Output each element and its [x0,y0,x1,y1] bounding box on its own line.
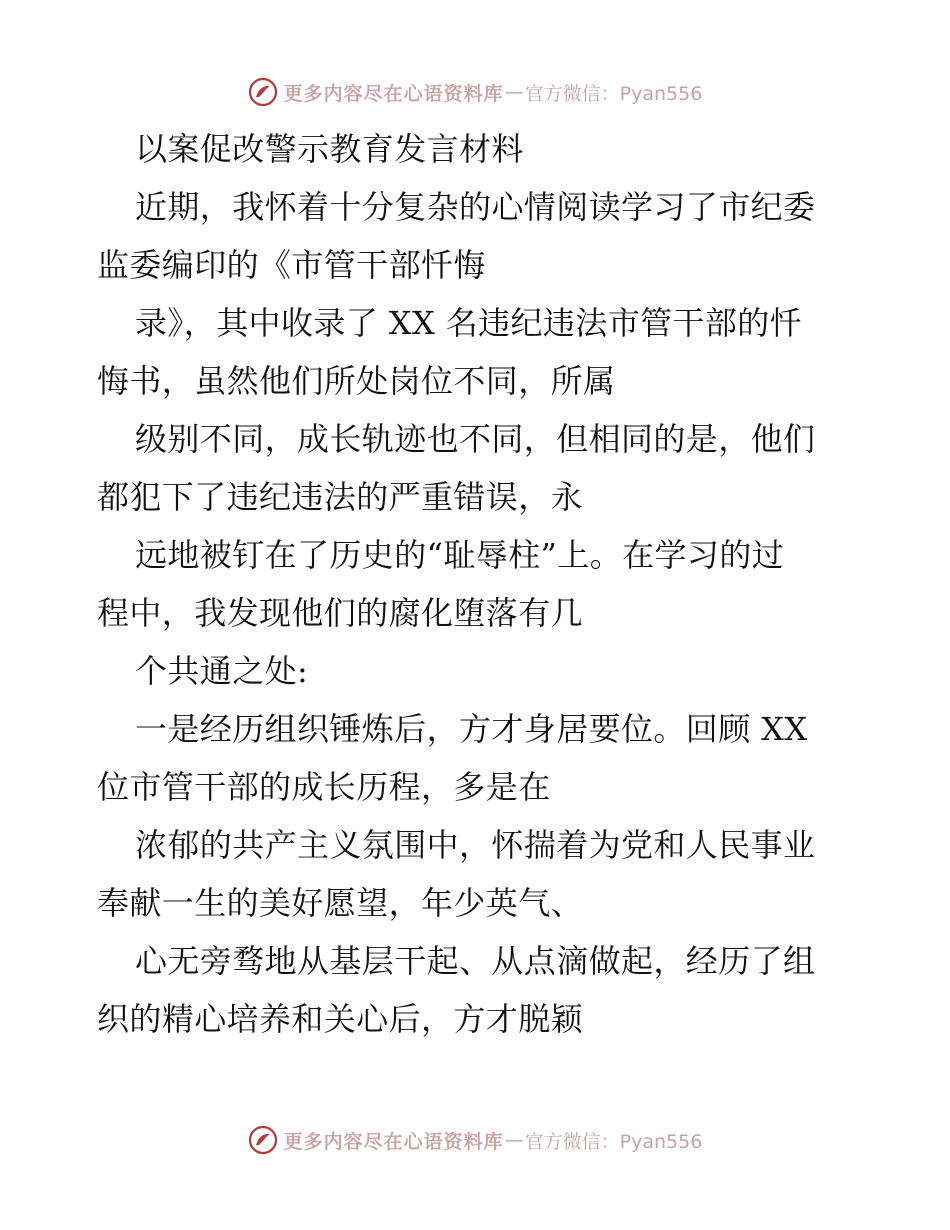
text-line: 录》，其中收录了 XX 名违纪违法市管干部的忏 [135,304,803,342]
text-line: 悔书，虽然他们所处岗位不同，所属 [97,362,616,400]
banner-dash: — [504,1129,524,1151]
logo-icon [248,1125,278,1155]
text-line: 程中，我发现他们的腐化堕落有几 [97,594,584,632]
text-line: 个共通之处: [135,652,309,690]
text-line: 级别不同，成长轨迹也不同，但相同的是，他们 [135,420,816,458]
banner-wechat: 官方微信：Pyan556 [524,1130,703,1153]
text-line: 织的精心培养和关心后，方才脱颖 [97,1000,584,1038]
text-line: 位市管干部的成长历程，多是在 [97,768,551,806]
text-line: 都犯下了违纪违法的严重错误，永 [97,478,584,516]
text-line: 奉献一生的美好愿望，年少英气、 [97,884,584,922]
banner-text: 更多内容尽在心语资料库 [283,82,504,105]
text-line: 心无旁骛地从基层干起、从点滴做起，经历了组 [135,942,816,980]
header-watermark-banner [0,72,950,112]
text-line: 远地被钉在了历史的“耻辱柱”上。在学习的过 [135,536,785,574]
banner-dash: — [504,81,524,103]
text-line: 近期，我怀着十分复杂的心情阅读学习了市纪委 [135,188,816,226]
banner-text: 更多内容尽在心语资料库 [283,1130,504,1153]
footer-watermark-banner [0,1120,950,1160]
text-line: 监委编印的《市管干部忏悔 [97,246,486,284]
banner-wechat: 官方微信：Pyan556 [524,82,703,105]
document-title: 以案促改警示教育发言材料 [135,130,524,168]
text-line: 一是经历组织锤炼后，方才身居要位。回顾 XX [135,710,808,748]
document-body [97,120,857,1048]
text-line: 浓郁的共产主义氛围中，怀揣着为党和人民事业 [135,826,816,864]
logo-icon [248,77,278,107]
